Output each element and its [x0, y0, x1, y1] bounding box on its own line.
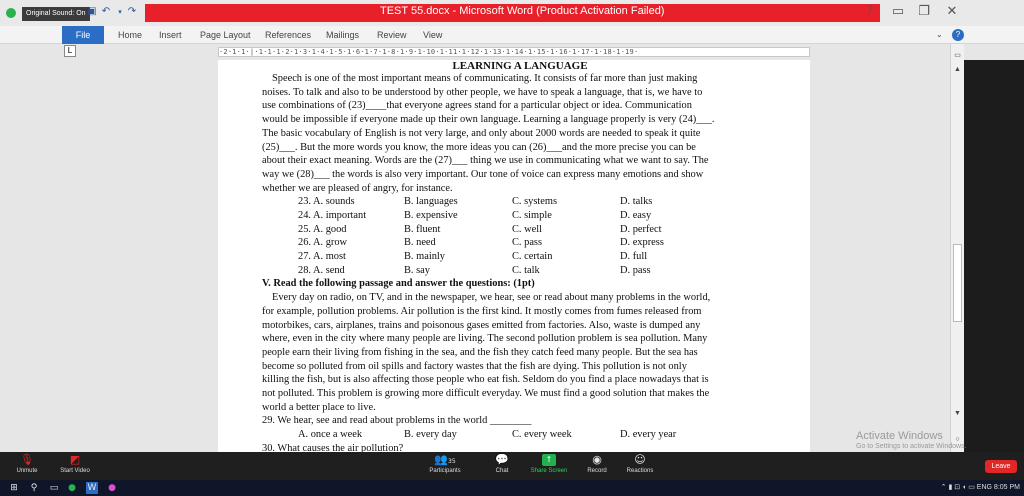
reactions-button[interactable]	[615, 454, 665, 474]
option-row-26	[262, 236, 788, 250]
passage-line: killing the fish, but is also affecting those people who eat fish. Seldom do you find a place nowadays that is	[262, 374, 709, 386]
option-a: 28. A. send	[298, 264, 345, 276]
passage-line: noises. To talk and also to be understood by other people, we have to speak a language, that is, we have to	[262, 86, 703, 98]
ribbon-expand-icon[interactable]: ⌄	[936, 30, 943, 39]
option-b: B. every day	[404, 429, 457, 441]
option-b: B. say	[404, 264, 430, 276]
option-b: B. mainly	[404, 251, 445, 263]
scroll-down-icon[interactable]: ▼	[954, 410, 961, 417]
question-29: 29. We hear, see and read about problems in the world ________	[262, 415, 532, 427]
share-screen-button[interactable]	[524, 454, 574, 474]
participants-icon: 👥35	[434, 453, 456, 466]
option-a: 23. A. sounds	[298, 196, 355, 208]
language-indicator[interactable]: ENG	[976, 484, 992, 491]
option-a: 24. A. important	[298, 210, 367, 222]
passage-2	[262, 291, 788, 414]
activate-windows-subtext: Go to Settings to activate Windows.	[856, 443, 967, 450]
tab-file[interactable]: File	[62, 26, 104, 44]
option-row-28	[262, 264, 788, 278]
title-bar	[0, 0, 1024, 26]
activate-windows-watermark: Activate Windows	[856, 430, 943, 442]
option-d: D. every year	[620, 429, 677, 441]
app-icon[interactable]: ●	[68, 483, 76, 493]
redo-icon[interactable]: ↷	[127, 6, 137, 17]
tab-stop-selector[interactable]: L	[64, 45, 76, 57]
leave-button[interactable]: Leave	[985, 460, 1017, 473]
option-b: B. languages	[404, 196, 458, 208]
option-row-24	[262, 209, 788, 223]
original-sound-badge[interactable]: Original Sound: On	[22, 7, 90, 21]
tab-mailings[interactable]: Mailings	[326, 30, 360, 40]
passage-line: use combinations of (23)____that everyone agrees stand for a particular object or idea. Communication	[262, 100, 692, 112]
option-b: B. fluent	[404, 223, 441, 235]
ribbon-tabs	[0, 26, 1024, 44]
option-c: C. certain	[512, 251, 553, 263]
passage-line: Speech is one of the most important means of communicating. It consists of far more than just making	[272, 73, 698, 84]
task-view-icon[interactable]: ▭	[49, 483, 59, 493]
chat-icon: 💬	[495, 453, 509, 466]
record-icon: ◉	[592, 453, 602, 466]
minimize-button[interactable]: ▭	[891, 4, 905, 19]
option-d: D. full	[620, 251, 648, 263]
option-c: C. every week	[512, 429, 572, 441]
help-circle-icon[interactable]: ?	[952, 29, 964, 41]
chat-button[interactable]	[477, 454, 527, 474]
option-a: 25. A. good	[298, 223, 347, 235]
help-icon[interactable]: ?	[866, 4, 874, 19]
option-c: C. systems	[512, 196, 558, 208]
option-row-25	[262, 223, 788, 237]
passage-line: Every day on radio, on TV, and in the newspaper, we hear, see or read about many problems in the world,	[272, 292, 711, 304]
participants-label: Participants	[429, 468, 461, 474]
option-c: C. pass	[512, 237, 543, 249]
option-row-23	[262, 195, 788, 209]
participants-button[interactable]	[420, 454, 470, 474]
document-page[interactable]	[218, 60, 810, 452]
window-title: TEST 55.docx - Microsoft Word (Product Activation Failed)	[380, 5, 665, 17]
clock[interactable]: 8:05 PM	[993, 484, 1020, 491]
search-icon[interactable]: ⚲	[30, 483, 38, 493]
chevron-down-icon[interactable]: ▾	[118, 8, 122, 16]
unmute-button[interactable]	[2, 454, 52, 474]
option-c: C. simple	[512, 210, 552, 222]
option-row-29	[262, 428, 788, 442]
scroll-up-icon[interactable]: ▲	[954, 66, 961, 73]
question-30: 30. What causes the air pollution?	[262, 442, 404, 452]
scrollbar-thumb[interactable]	[953, 244, 962, 322]
passage-line: about their exact meaning. Words are the (27)___ thing we use in communicating what we want to say. The	[262, 155, 709, 167]
passage-line: people earn their living from fishing in the sea, and the fish they catch feed many people. But the sea has	[262, 346, 698, 358]
option-d: D. perfect	[620, 223, 662, 235]
passage-line: motorbikes, cars, airplanes, trains and poisonous gases emitted from factories. Also, waste is dumped any	[262, 319, 701, 331]
muted-microphone-icon: 🎙	[20, 453, 34, 466]
share-screen-icon: ↑	[542, 454, 556, 466]
option-a: A. once a week	[298, 429, 363, 441]
tab-insert[interactable]: Insert	[159, 30, 182, 40]
record-label: Record	[587, 468, 607, 474]
start-video-button[interactable]	[50, 454, 100, 474]
horizontal-ruler[interactable]: ·2·1·1·|·1·1·1·2·1·3·1·4·1·5·1·6·1·7·1·8·1·9·1·10·1·11·1·12·1·13·1·14·1·15·1·16·1·17·1·18·1·19·	[218, 47, 810, 57]
tab-page-layout[interactable]: Page Layout	[200, 30, 251, 40]
passage-line: would be impossible if everyone made up their own language. Learning a language properly is very (24)___.	[262, 114, 715, 126]
passage-heading: LEARNING A LANGUAGE	[452, 60, 588, 72]
restore-button[interactable]: ❐	[918, 4, 930, 19]
passage-line: where, even in the city where many people are living. The second pollution problem is sea pollution. Many	[262, 333, 708, 345]
tab-home[interactable]: Home	[118, 30, 143, 40]
close-button[interactable]: ✕	[946, 4, 958, 19]
start-icon[interactable]: ⊞	[10, 483, 18, 493]
passage-line: become so polluted from oil spills and factory wastes that the fish are dying. This pollution is not only	[262, 360, 687, 372]
ruler-bar	[0, 44, 1024, 60]
passage-line: (25)___. But the more words you know, the more ideas you can (26)___and the more precise you can be	[262, 141, 696, 153]
option-b: B. expensive	[404, 210, 458, 222]
reactions-icon: ☺	[634, 453, 646, 466]
option-d: D. express	[620, 237, 664, 249]
tab-view[interactable]: View	[423, 30, 443, 40]
document-workspace	[0, 60, 950, 452]
passage-line: not polluted. This problem is growing more difficult everyday. We must find a good solution that makes the	[262, 388, 710, 400]
passage-1	[262, 72, 788, 195]
split-handle-icon[interactable]: ▭	[954, 52, 961, 59]
option-d: D. talks	[620, 196, 653, 208]
tray-icons: ⌃ ▮ ⊡ ◖ ▭	[940, 484, 977, 491]
option-b: B. need	[404, 237, 436, 249]
answer-options	[262, 195, 788, 277]
option-d: D. pass	[620, 264, 651, 276]
share-screen-label: Share Screen	[530, 468, 568, 474]
option-c: C. well	[512, 223, 543, 235]
passage-line: world a better place to live.	[262, 401, 376, 413]
save-icon[interactable]: ▣	[87, 6, 97, 17]
windows-taskbar	[0, 480, 1024, 496]
start-video-label: Start Video	[60, 468, 90, 474]
passage-line: for example, pollution problems. Air pollution is the first kind. It mostly comes from fumes released from	[262, 305, 702, 317]
participants-count: 35	[448, 458, 456, 465]
tab-references[interactable]: References	[265, 30, 312, 40]
undo-icon[interactable]: ↶	[101, 6, 111, 17]
video-off-icon: ◩	[69, 453, 81, 466]
section-v-heading: V. Read the following passage and answer the questions: (1pt)	[262, 278, 535, 290]
option-row-27	[262, 250, 788, 264]
chat-label: Chat	[495, 468, 509, 474]
shield-icon	[6, 8, 16, 18]
option-c: C. talk	[512, 264, 540, 276]
passage-line: whether we are pleased of angry, for instance.	[262, 182, 453, 194]
word-icon[interactable]: W	[87, 483, 97, 493]
tab-review[interactable]: Review	[377, 30, 407, 40]
system-tray[interactable]	[941, 483, 1020, 491]
passage-line: way we (28)___ the words is also very important. Our tone of voice can express many emotions and show	[262, 168, 704, 180]
vertical-scrollbar[interactable]	[950, 44, 964, 452]
zoom-app-icon[interactable]: ●	[108, 483, 116, 493]
unmute-label: Unmute	[16, 468, 38, 474]
reactions-label: Reactions	[626, 468, 654, 474]
browse-object-icon[interactable]: ○	[955, 436, 960, 443]
passage-line: The basic vocabulary of English is not very large, and only about 2000 words are needed to speak it quite	[262, 127, 701, 139]
zoom-toolbar	[0, 452, 1024, 480]
option-a: 27. A. most	[298, 251, 346, 263]
option-d: D. easy	[620, 210, 652, 222]
option-a: 26. A. grow	[298, 237, 348, 249]
document-content[interactable]	[262, 60, 788, 452]
